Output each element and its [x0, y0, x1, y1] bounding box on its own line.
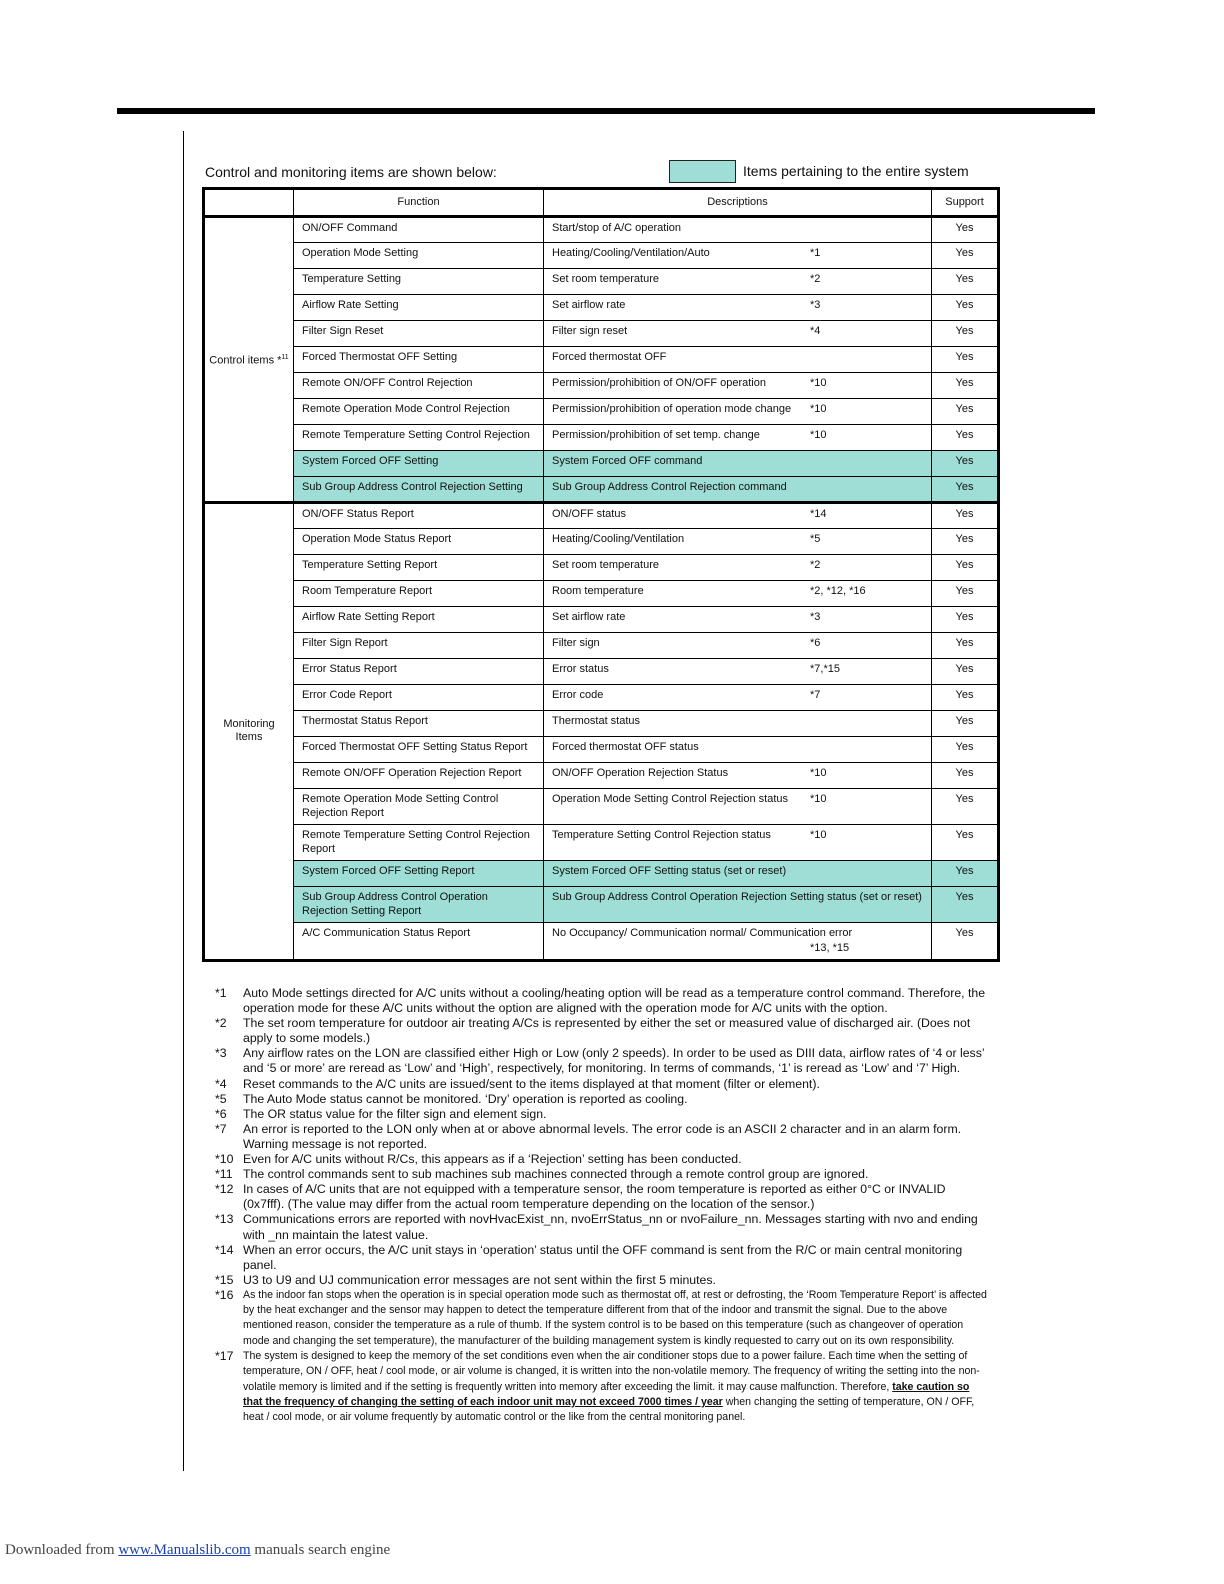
description-wrap [552, 585, 923, 599]
footnote-mark: *10 [215, 1152, 234, 1167]
table-row [204, 633, 999, 659]
footnote-ref: *5 [810, 533, 821, 545]
description-text: Forced thermostat OFF status [552, 741, 699, 753]
description-wrap [552, 793, 923, 807]
footnote [215, 1122, 990, 1152]
footnote-ref: *10 [810, 377, 827, 389]
footnote-mark: *2 [215, 1016, 227, 1031]
footnote-16 [215, 1288, 990, 1349]
table-row [204, 737, 999, 763]
monitoring-items-section [204, 503, 999, 961]
function-cell: Operation Mode Setting [294, 243, 544, 269]
description-cell [544, 555, 932, 581]
function-cell: A/C Communication Status Report [294, 923, 544, 961]
footnote-text: Even for A/C units without R/Cs, this appears as if a ‘Rejection’ setting has been conducted. [243, 1152, 742, 1167]
footnotes [215, 986, 990, 1426]
support-cell: Yes [932, 451, 999, 477]
support-cell: Yes [932, 825, 999, 861]
description-wrap [552, 559, 923, 573]
description-wrap [552, 865, 923, 879]
description-cell [544, 825, 932, 861]
description-wrap [552, 403, 923, 417]
table-row [204, 923, 999, 961]
description-text: Set room temperature [552, 559, 659, 571]
description-wrap [552, 689, 923, 703]
footnote-text: As the indoor fan stops when the operation is in special operation mode such as thermostat off, at rest or defrosting, the ‘Room Temperature Report’ is affected by the heat exchanger and the sensor may happen to detect the temperature different from that of the indoor and transmit the signal. Due to the above mentioned reason, consider the temperature as a rule of thumb. If the system control is to be based on this temperature (such as changeover of operation mode and changing the set temperature), the manufacturer of the building management system is kindly requested to carry out on its own responsibility. [243, 1288, 987, 1347]
description-cell [544, 529, 932, 555]
description-text: Permission/prohibition of operation mode change [552, 403, 792, 415]
description-cell [544, 373, 932, 399]
function-cell: Airflow Rate Setting [294, 295, 544, 321]
table-row [204, 607, 999, 633]
footer-suffix: manuals search engine [250, 1542, 391, 1558]
function-cell: Remote ON/OFF Control Rejection [294, 373, 544, 399]
control-monitoring-table [202, 187, 1000, 962]
table-row [204, 711, 999, 737]
function-cell: Filter Sign Report [294, 633, 544, 659]
footnote [215, 1107, 990, 1122]
footnote [215, 1077, 990, 1092]
footnote [215, 1182, 990, 1212]
description-cell [544, 503, 932, 529]
description-text: Filter sign [552, 637, 600, 649]
function-cell: Sub Group Address Control Operation Rejection Setting Report [294, 887, 544, 923]
support-cell: Yes [932, 321, 999, 347]
header-support: Support [932, 189, 999, 217]
description-text: Operation Mode Setting Control Rejection status [552, 793, 789, 805]
description-text: Error code [552, 689, 604, 701]
footnote-mark: *13 [215, 1212, 234, 1227]
footnote-mark: *3 [215, 1046, 227, 1061]
table-row [204, 581, 999, 607]
description-cell [544, 425, 932, 451]
table-row [204, 763, 999, 789]
description-text: Heating/Cooling/Ventilation [552, 533, 685, 545]
legend-swatch [669, 160, 736, 183]
footnote-mark: *5 [215, 1091, 227, 1106]
table-row [204, 887, 999, 923]
support-cell: Yes [932, 373, 999, 399]
support-cell: Yes [932, 861, 999, 887]
support-cell: Yes [932, 399, 999, 425]
support-cell: Yes [932, 243, 999, 269]
description-text: Forced thermostat OFF [552, 351, 667, 363]
description-wrap [552, 481, 923, 495]
table-row [204, 789, 999, 825]
description-text: Sub Group Address Control Rejection command [552, 481, 787, 493]
footnote-ref: *10 [810, 829, 827, 841]
description-wrap [552, 829, 923, 843]
header-descriptions: Descriptions [544, 189, 932, 217]
footnote-ref: *2 [810, 559, 821, 571]
function-cell: Remote ON/OFF Operation Rejection Report [294, 763, 544, 789]
footnote-ref: *7,*15 [810, 663, 840, 675]
control-items-label-text: Control items * [209, 354, 282, 367]
footnote-mark: *16 [215, 1287, 234, 1302]
function-cell: Remote Temperature Setting Control Rejection [294, 425, 544, 451]
function-cell: Remote Temperature Setting Control Rejection Report [294, 825, 544, 861]
support-cell: Yes [932, 555, 999, 581]
footnote-ref: *4 [810, 325, 821, 337]
monitoring-items-label [204, 503, 294, 961]
description-cell [544, 887, 932, 923]
support-cell: Yes [932, 425, 999, 451]
footnote-mark: *17 [215, 1349, 234, 1364]
footnote-text: Any airflow rates on the LON are classified either High or Low (only 2 speeds). In order to be used as DIII data, airflow rates of ‘4 or less’ and ‘5 or more’ are reread as ‘Low’ and ‘High’, respectively, for monitoring. In terms of commands, ‘1’ is reread as ‘Low’ and ‘7’ High. [243, 1046, 985, 1076]
description-text: ON/OFF status [552, 508, 626, 520]
footnote-text: An error is reported to the LON only when at or above abnormal levels. The error code is an ASCII 2 character and in an alarm form. Warning message is not reported. [243, 1121, 962, 1151]
function-cell: System Forced OFF Setting Report [294, 861, 544, 887]
support-cell: Yes [932, 923, 999, 961]
support-cell: Yes [932, 269, 999, 295]
top-rule [117, 108, 1095, 114]
description-wrap [552, 429, 923, 443]
footnote-ref: *10 [810, 767, 827, 779]
description-wrap [552, 325, 923, 339]
description-wrap [552, 533, 923, 547]
table-row [204, 295, 999, 321]
footnote-mark: *6 [215, 1106, 227, 1121]
support-cell: Yes [932, 503, 999, 529]
footnote-17-text-before: The system is designed to keep the memory of the set conditions even when the air conditioner stops due to a power failure. Each time when the setting of temperature, ON / OFF, heat / cool mode, or air volume is changed, it is written into the non-volatile memory. The frequency of writing the setting into the non-volatile memory is limited and if the setting is frequently written into memory after exceeding the limit. it may cause malfunction. Therefore, [243, 1350, 980, 1393]
description-cell [544, 399, 932, 425]
table-row [204, 555, 999, 581]
description-cell [544, 763, 932, 789]
description-cell [544, 633, 932, 659]
function-cell: Airflow Rate Setting Report [294, 607, 544, 633]
footnote-ref: *2 [810, 273, 821, 285]
footnote-ref: *3 [810, 299, 821, 311]
description-text: Permission/prohibition of set temp. change [552, 429, 760, 441]
function-cell: Error Code Report [294, 685, 544, 711]
table-row [204, 399, 999, 425]
description-wrap [552, 247, 923, 261]
manualslib-link[interactable]: www.Manualslib.com [118, 1542, 251, 1558]
table-row [204, 861, 999, 887]
description-wrap [552, 455, 923, 469]
control-items-label [204, 217, 294, 503]
footnote-ref: *10 [810, 429, 827, 441]
footnote-17 [215, 1349, 990, 1425]
header-function: Function [294, 189, 544, 217]
footnote-17-emphasis: take caution so that the frequency of changing the setting of each indoor unit may not exceed 7000 times / year [243, 1380, 970, 1408]
table-row [204, 503, 999, 529]
description-text: Set airflow rate [552, 299, 626, 311]
footnote-text: In cases of A/C units that are not equipped with a temperature sensor, the room temperature is reported as either 0°C or INVALID (0x7fff). (The value may differ from the actual room temperature depending on the location of the sensor.) [243, 1182, 946, 1212]
table-row [204, 269, 999, 295]
description-text: Set room temperature [552, 273, 659, 285]
support-cell: Yes [932, 737, 999, 763]
footnote-text: Auto Mode settings directed for A/C units without a cooling/heating option will be read as a temperature control command. Therefore, the operation mode for these A/C units without the option are aligned with the operation mode for A/C units with the option. [243, 986, 986, 1016]
footer-prefix: Downloaded from [5, 1542, 119, 1558]
description-cell [544, 295, 932, 321]
description-wrap [552, 663, 923, 677]
table-row [204, 321, 999, 347]
table-row [204, 477, 999, 503]
table-row [204, 347, 999, 373]
control-items-label-sup: 11 [281, 353, 289, 361]
support-cell: Yes [932, 887, 999, 923]
description-cell [544, 861, 932, 887]
download-footer [5, 1542, 390, 1559]
description-wrap [552, 637, 923, 651]
description-cell [544, 451, 932, 477]
control-items-section [204, 217, 999, 503]
footnote-text: The set room temperature for outdoor air treating A/Cs is represented by either the set or measured value of discharged air. (Does not apply to some models.) [243, 1016, 971, 1046]
footnote-text: U3 to U9 and UJ communication error messages are not sent within the first 5 minutes. [243, 1272, 716, 1287]
description-cell [544, 217, 932, 243]
description-text: Set airflow rate [552, 611, 626, 623]
function-cell: Operation Mode Status Report [294, 529, 544, 555]
description-cell [544, 581, 932, 607]
description-text: Temperature Setting Control Rejection status [552, 829, 771, 841]
footnote-text: Reset commands to the A/C units are issued/sent to the items displayed at that moment (filter or element). [243, 1076, 820, 1091]
description-wrap [552, 377, 923, 391]
description-text: Sub Group Address Control Operation Rejection Setting status (set or reset) [552, 891, 922, 903]
description-wrap [552, 508, 923, 522]
description-wrap [552, 767, 923, 781]
footnote [215, 1016, 990, 1046]
function-cell: Temperature Setting [294, 269, 544, 295]
description-cell [544, 269, 932, 295]
function-cell: Remote Operation Mode Control Rejection [294, 399, 544, 425]
description-cell [544, 737, 932, 763]
description-cell [544, 711, 932, 737]
footnote-ref: *1 [810, 247, 821, 259]
table-row [204, 243, 999, 269]
footnote-ref: *2, *12, *16 [810, 585, 866, 597]
footnote [215, 1046, 990, 1076]
footnote-mark: *4 [215, 1076, 227, 1091]
support-cell: Yes [932, 607, 999, 633]
footnote-text: Communications errors are reported with novHvacExist_nn, nvoErrStatus_nn or nvoFailure_nn. Messages starting with nvo and ending with _nn maintain the latest value. [243, 1212, 978, 1242]
description-text: Heating/Cooling/Ventilation/Auto [552, 247, 710, 259]
footnote-mark: *15 [215, 1272, 234, 1287]
footnote-ref: *6 [810, 637, 821, 649]
footnote-text: When an error occurs, the A/C unit stays in ‘operation’ status until the OFF command is sent from the R/C or main central monitoring panel. [243, 1242, 963, 1272]
footnote-ref: *13, *15 [810, 942, 850, 954]
description-text: ON/OFF Operation Rejection Status [552, 767, 729, 779]
description-cell [544, 607, 932, 633]
description-wrap [552, 891, 923, 905]
description-wrap [552, 611, 923, 625]
function-cell: ON/OFF Status Report [294, 503, 544, 529]
footnote-mark: *12 [215, 1182, 234, 1197]
description-wrap [552, 741, 923, 755]
support-cell: Yes [932, 581, 999, 607]
support-cell: Yes [932, 529, 999, 555]
footnote-ref: *10 [810, 793, 827, 805]
description-cell [544, 923, 932, 961]
footnote [215, 1243, 990, 1273]
description-wrap [552, 273, 923, 287]
footnote-text: The Auto Mode status cannot be monitored. ‘Dry’ operation is reported as cooling. [243, 1091, 688, 1106]
function-cell: ON/OFF Command [294, 217, 544, 243]
footnote-mark: *14 [215, 1242, 234, 1257]
table-row [204, 659, 999, 685]
description-cell [544, 477, 932, 503]
footnote-ref: *10 [810, 403, 827, 415]
function-cell: Forced Thermostat OFF Setting [294, 347, 544, 373]
footnote-ref: *3 [810, 611, 821, 623]
support-cell: Yes [932, 659, 999, 685]
table-row [204, 825, 999, 861]
table-row [204, 373, 999, 399]
footnote-17-text-after: when changing the setting of temperature, ON / OFF, heat / cool mode, or air volume frequently by automatic control or the like from the central monitoring panel. [243, 1395, 975, 1424]
monitoring-label-line: Items [235, 731, 263, 744]
legend-label: Items pertaining to the entire system [743, 163, 969, 179]
description-wrap [552, 715, 923, 729]
description-text: No Occupancy/ Communication normal/ Communication error [552, 927, 853, 939]
function-cell: Filter Sign Reset [294, 321, 544, 347]
description-text: Permission/prohibition of ON/OFF operation [552, 377, 766, 389]
description-text: System Forced OFF Setting status (set or reset) [552, 865, 787, 877]
description-cell [544, 789, 932, 825]
footnote [215, 1212, 990, 1242]
function-cell: Room Temperature Report [294, 581, 544, 607]
function-cell: Error Status Report [294, 659, 544, 685]
function-cell: Remote Operation Mode Setting Control Rejection Report [294, 789, 544, 825]
table-row [204, 529, 999, 555]
footnote-ref: *7 [810, 689, 821, 701]
side-rule [183, 131, 184, 1471]
function-cell: Forced Thermostat OFF Setting Status Report [294, 737, 544, 763]
footnote [215, 1152, 990, 1167]
function-cell: System Forced OFF Setting [294, 451, 544, 477]
support-cell: Yes [932, 217, 999, 243]
description-text: Start/stop of A/C operation [552, 222, 682, 234]
monitoring-label-line: Monitoring [223, 717, 275, 730]
footnote-ref: *14 [810, 508, 827, 520]
footnote-mark: *11 [215, 1167, 233, 1182]
description-cell [544, 685, 932, 711]
footnote-mark: *7 [215, 1121, 227, 1136]
support-cell: Yes [932, 711, 999, 737]
function-cell: Sub Group Address Control Rejection Setting [294, 477, 544, 503]
description-text: Room temperature [552, 585, 644, 597]
footnote-text [243, 1349, 990, 1425]
support-cell: Yes [932, 633, 999, 659]
description-cell [544, 347, 932, 373]
support-cell: Yes [932, 347, 999, 373]
description-text: Filter sign reset [552, 325, 628, 337]
footnote [215, 1273, 990, 1288]
support-cell: Yes [932, 763, 999, 789]
footnote-text: The control commands sent to sub machines sub machines connected through a remote control group are ignored. [243, 1167, 869, 1182]
table-row [204, 451, 999, 477]
description-wrap [552, 299, 923, 313]
header-group [204, 189, 294, 217]
description-cell [544, 659, 932, 685]
description-wrap [552, 222, 923, 236]
description-wrap [552, 927, 923, 954]
support-cell: Yes [932, 477, 999, 503]
description-text: Error status [552, 663, 609, 675]
footnote [215, 986, 990, 1016]
table-row [204, 685, 999, 711]
support-cell: Yes [932, 685, 999, 711]
support-cell: Yes [932, 789, 999, 825]
description-wrap [552, 351, 923, 365]
footnote [215, 1167, 990, 1182]
description-text: System Forced OFF command [552, 455, 703, 467]
intro-text: Control and monitoring items are shown below: [205, 164, 497, 180]
footnote [215, 1092, 990, 1107]
description-cell [544, 321, 932, 347]
footnote-text: The OR status value for the filter sign and element sign. [243, 1106, 547, 1121]
description-text: Thermostat status [552, 715, 641, 727]
description-cell [544, 243, 932, 269]
support-cell: Yes [932, 295, 999, 321]
footnote-mark: *1 [215, 986, 227, 1000]
function-cell: Thermostat Status Report [294, 711, 544, 737]
table-row [204, 217, 999, 243]
function-cell: Temperature Setting Report [294, 555, 544, 581]
table-row [204, 425, 999, 451]
